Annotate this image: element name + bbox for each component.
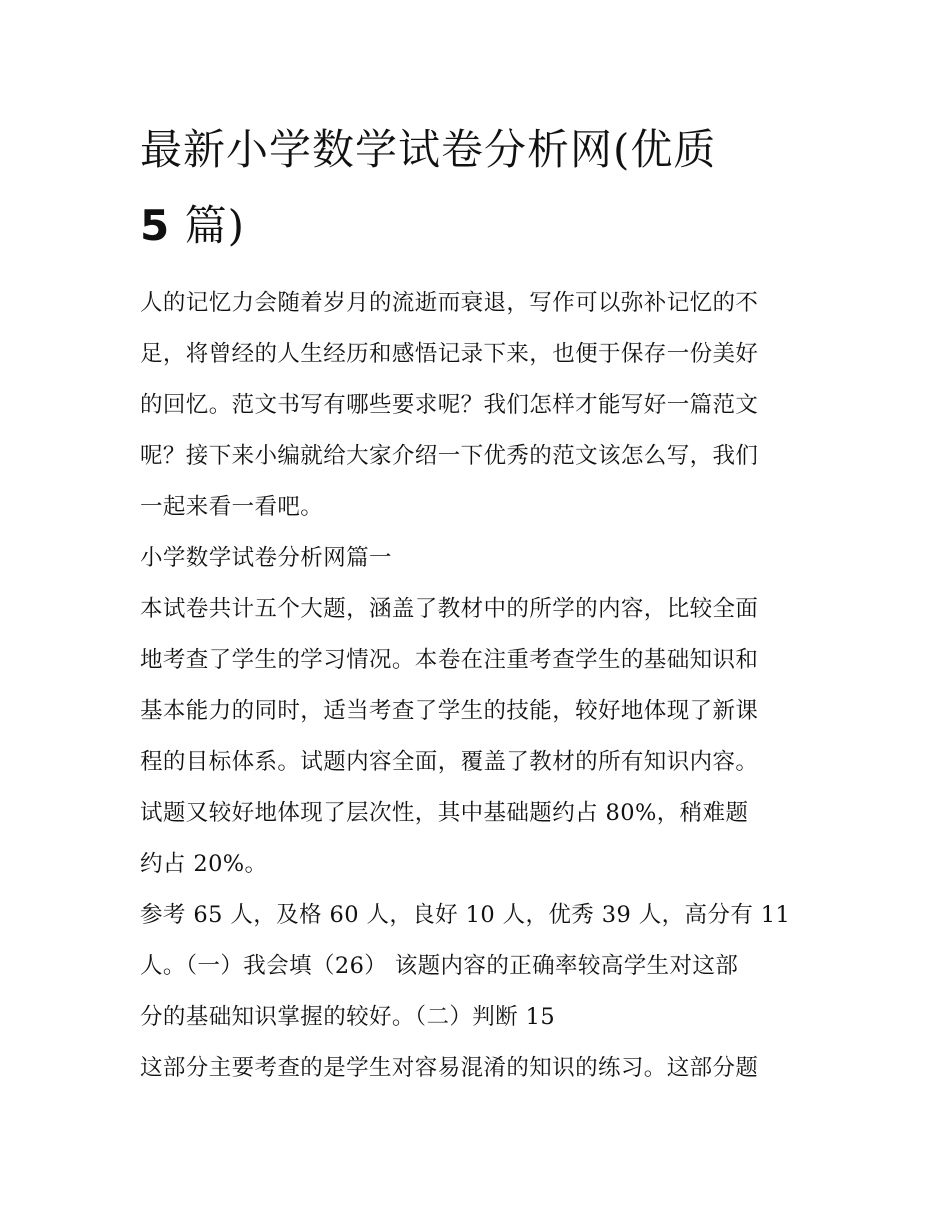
analysis-paragraph-2 xyxy=(140,890,812,1043)
text-line: 试题又较好地体现了层次性，其中基础题约占 80%，稍难题 xyxy=(140,800,749,826)
text-line: 基本能力的同时，适当考查了学生的技能，较好地体现了新课 xyxy=(140,698,759,724)
analysis-paragraph-1 xyxy=(140,584,812,890)
text-line: 分的基础知识掌握的较好。（二）判断 15 xyxy=(140,1004,556,1030)
text-line: 人。（一）我会填（26） 该题内容的正确率较高学生对这部 xyxy=(140,953,739,979)
text-line: 约占 20%。 xyxy=(140,851,268,877)
text-line: 呢？接下来小编就给大家介绍一下优秀的范文该怎么写，我们 xyxy=(140,443,759,469)
text-line: 地考查了学生的学习情况。本卷在注重考查学生的基础知识和 xyxy=(140,647,759,673)
title-suffix: 篇) xyxy=(170,201,245,250)
title-line-1: 最新小学数学试卷分析网(优质 xyxy=(140,125,717,174)
text-line: 参考 65 人，及格 60 人，良好 10 人，优秀 39 人，高分有 11 xyxy=(140,902,791,928)
title-number: 5 xyxy=(140,201,171,250)
text-line: 程的目标体系。试题内容全面，覆盖了教材的所有知识内容。 xyxy=(140,749,759,775)
document-title xyxy=(140,112,812,264)
text-line: 的回忆。范文书写有哪些要求呢？我们怎样才能写好一篇范文 xyxy=(140,392,759,418)
text-line: 人的记忆力会随着岁月的流逝而衰退，写作可以弥补记忆的不 xyxy=(140,290,759,316)
intro-paragraph xyxy=(140,278,812,533)
text-line: 这部分主要考查的是学生对容易混淆的知识的练习。这部分题 xyxy=(140,1055,759,1081)
analysis-paragraph-3 xyxy=(140,1043,812,1094)
title-line-2 xyxy=(140,188,812,264)
text-line: 一起来看一看吧。 xyxy=(140,494,324,520)
document-content xyxy=(140,112,812,1094)
text-line: 本试卷共计五个大题，涵盖了教材中的所学的内容，比较全面 xyxy=(140,596,759,622)
section-heading: 小学数学试卷分析网篇一 xyxy=(140,545,392,571)
text-line: 足，将曾经的人生经历和感悟记录下来，也便于保存一份美好 xyxy=(140,341,759,367)
